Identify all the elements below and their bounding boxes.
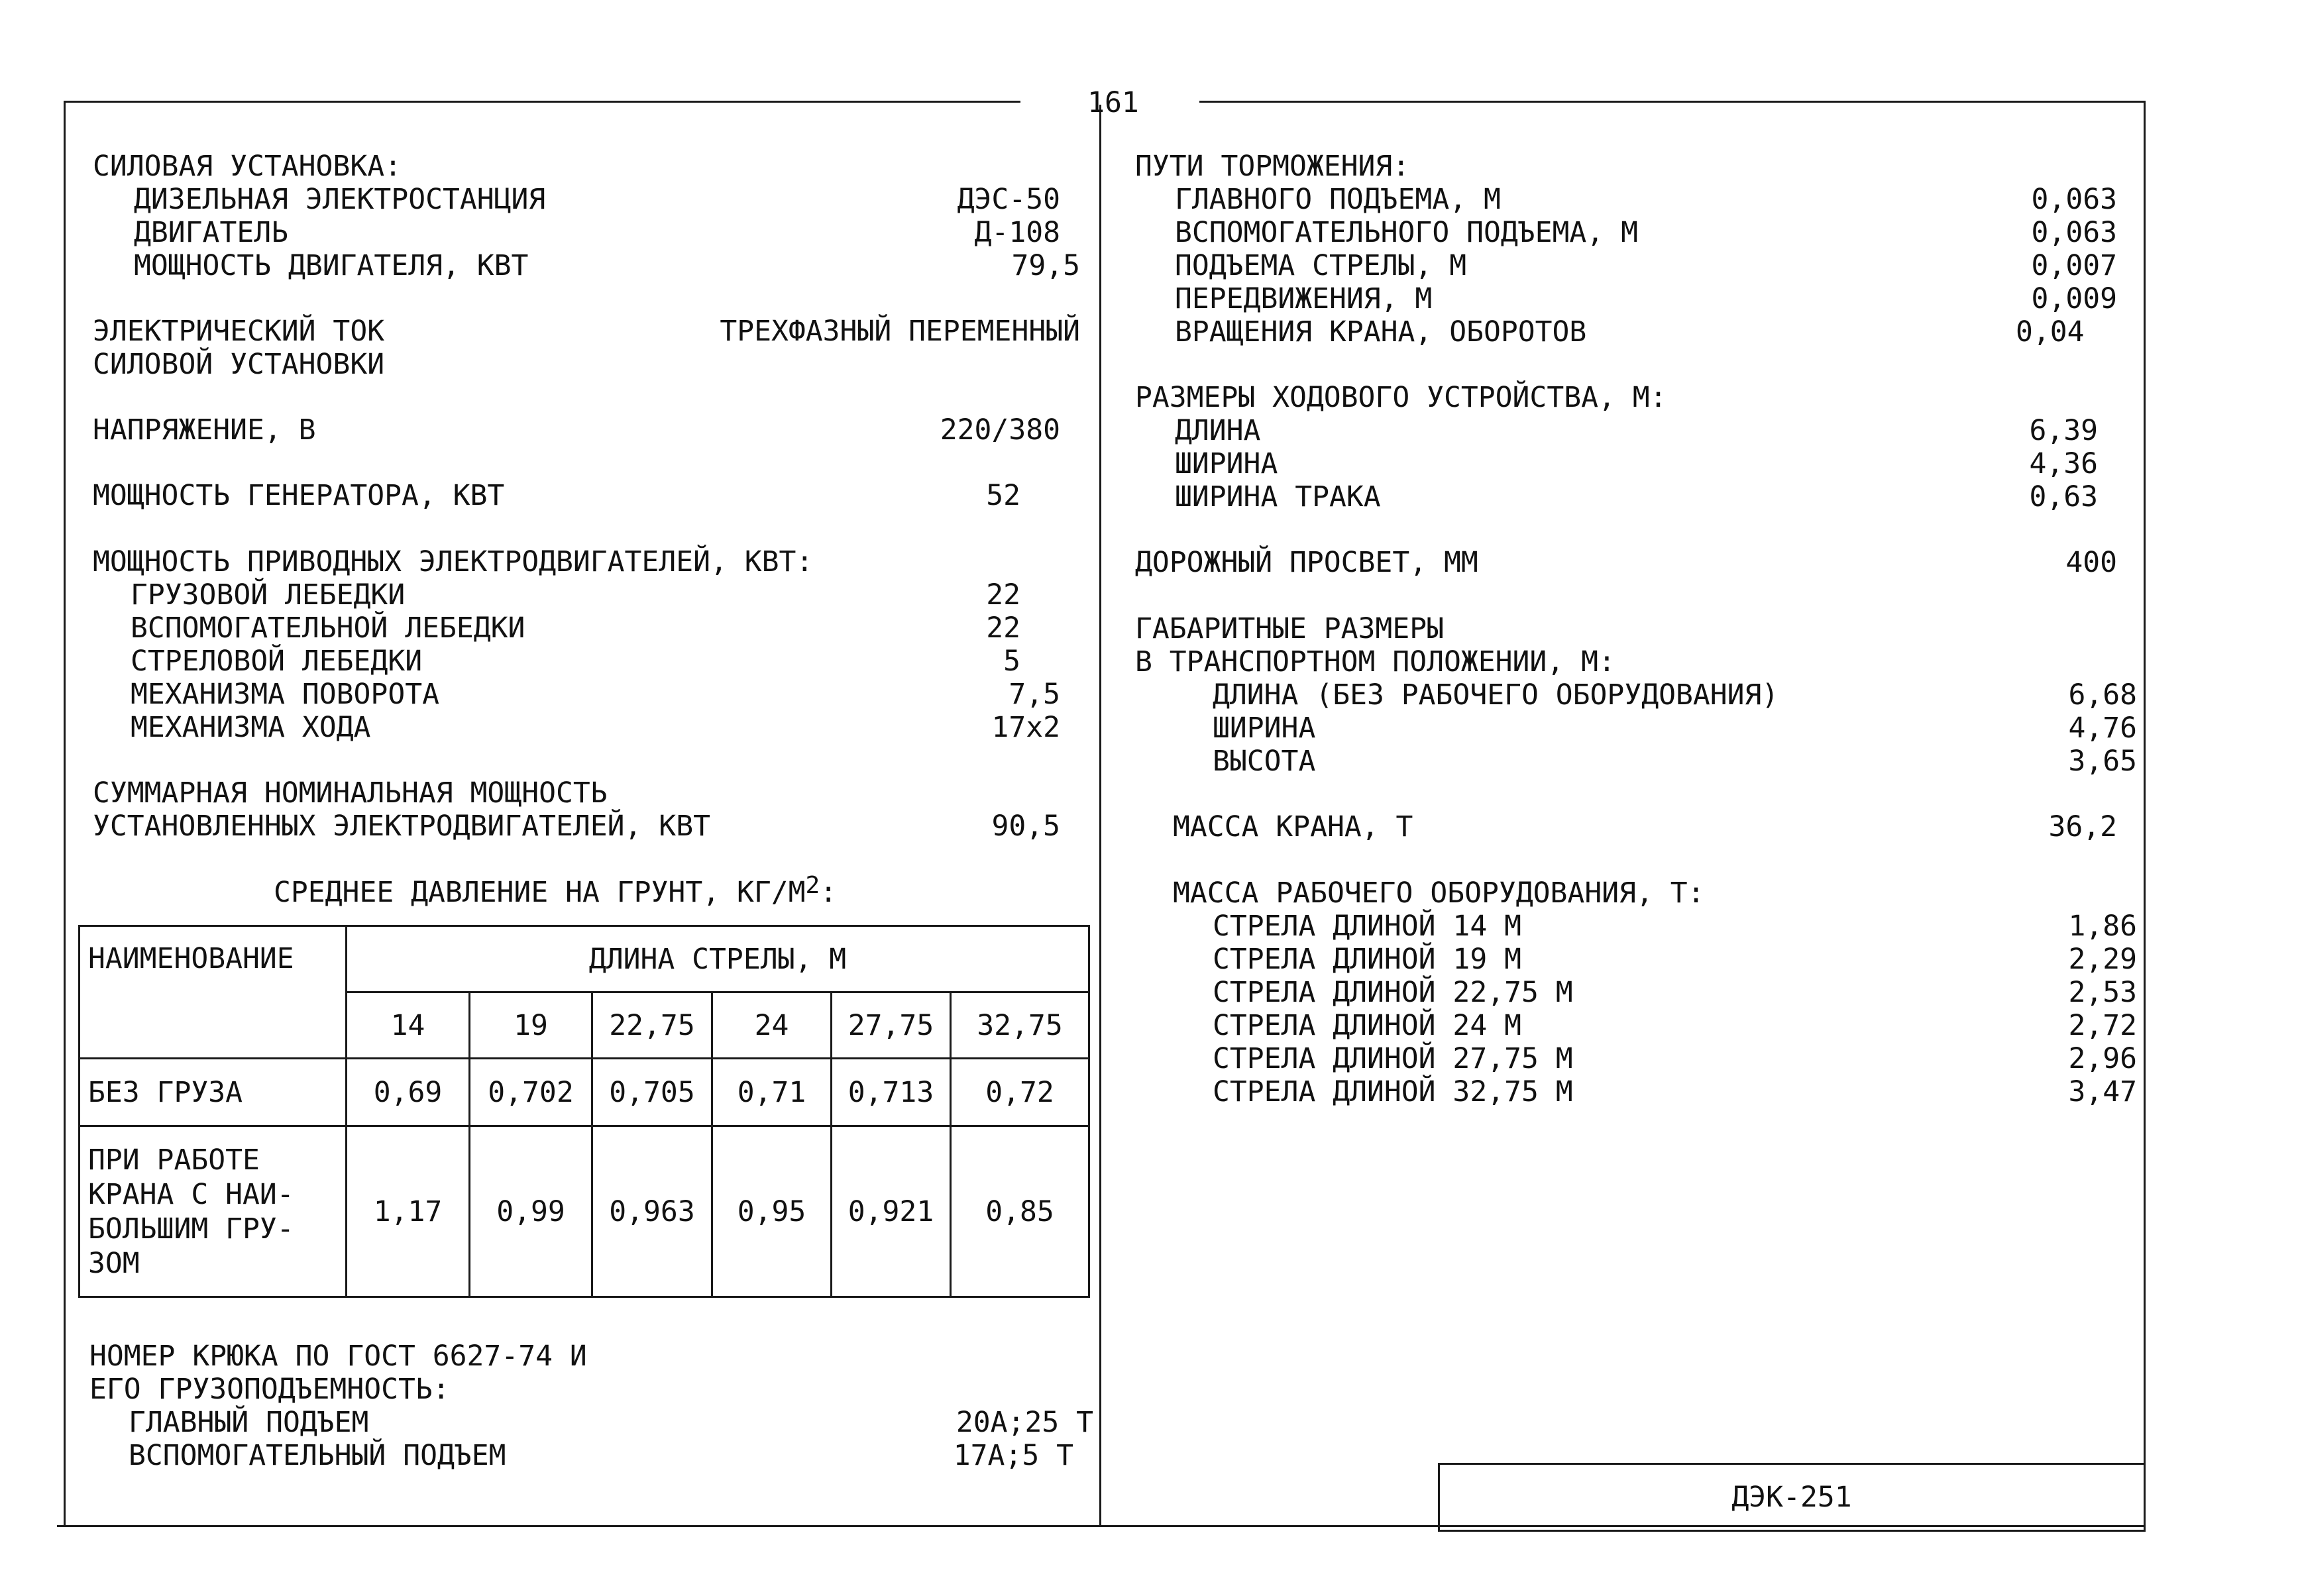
pressure-title [274, 872, 838, 909]
equipment-row-value: 1,86 [2068, 910, 2137, 943]
page-number: 161 [1087, 86, 1139, 119]
column-header: 24 [712, 992, 832, 1059]
equipment-row-label: СТРЕЛА ДЛИНОЙ 14 М [1213, 910, 1521, 943]
table-cell: 0,85 [951, 1126, 1089, 1297]
power-row-label: ДВИГАТЕЛЬ [134, 216, 288, 249]
braking-row-value: 0,063 [2031, 216, 2117, 249]
undercarriage-title: РАЗМЕРЫ ХОДОВОГО УСТРОЙСТВА, М: [1135, 381, 1667, 414]
equipment-row-value: 2,72 [2068, 1009, 2137, 1042]
pressure-table [78, 925, 1090, 1298]
current-label-2: СИЛОВОЙ УСТАНОВКИ [93, 348, 385, 381]
column-header: 19 [470, 992, 592, 1059]
clearance-label: ДОРОЖНЫЙ ПРОСВЕТ, ММ [1135, 546, 1478, 579]
row-name: БЕЗ ГРУЗА [80, 1059, 347, 1126]
equipment-row-value: 3,47 [2068, 1075, 2137, 1108]
dimensions-row-label: ДЛИНА (БЕЗ РАБОЧЕГО ОБОРУДОВАНИЯ) [1213, 678, 1779, 712]
row-name-line: КРАНА С НАИ- [88, 1177, 294, 1211]
motor-row-label: ГРУЗОВОЙ ЛЕБЕДКИ [131, 578, 406, 612]
frame-right [2144, 101, 2146, 1525]
column-header: 27,75 [832, 992, 951, 1059]
motor-row-label: МЕХАНИЗМА ПОВОРОТА [131, 678, 439, 711]
table-cell: 0,72 [951, 1059, 1089, 1126]
table-cell: 0,69 [347, 1059, 470, 1126]
equipment-row-label: СТРЕЛА ДЛИНОЙ 27,75 М [1213, 1042, 1573, 1075]
hook-title-2: ЕГО ГРУЗОПОДЪЕМНОСТЬ: [89, 1373, 450, 1406]
motor-row-value: 7,5 [1009, 678, 1060, 711]
table-cell: 0,705 [592, 1059, 712, 1126]
braking-row-value: 0,007 [2031, 249, 2117, 282]
pressure-title-suffix: : [820, 876, 838, 909]
frame-top-left [64, 101, 1020, 103]
power-row-label: МОЩНОСТЬ ДВИГАТЕЛЯ, КВТ [134, 249, 529, 282]
braking-row-value: 0,009 [2031, 282, 2117, 315]
motor-row-label: СТРЕЛОВОЙ ЛЕБЕДКИ [131, 645, 423, 678]
table-row [80, 1059, 1089, 1126]
motor-row-label: ВСПОМОГАТЕЛЬНОЙ ЛЕБЕДКИ [131, 612, 525, 645]
table-cell: 0,921 [832, 1126, 951, 1297]
equipment-row-label: СТРЕЛА ДЛИНОЙ 19 М [1213, 943, 1521, 976]
table-cell: 0,71 [712, 1059, 832, 1126]
braking-row-label: ПОДЪЕМА СТРЕЛЫ, М [1175, 249, 1467, 282]
column-header: 14 [347, 992, 470, 1059]
dimensions-row-label: ШИРИНА [1213, 712, 1316, 745]
voltage-label: НАПРЯЖЕНИЕ, В [93, 413, 316, 447]
column-header: 22,75 [592, 992, 712, 1059]
document-code: ДЭК-251 [1731, 1481, 1852, 1514]
power-row-value: ДЭС-50 [957, 183, 1060, 216]
undercarriage-row-value: 0,63 [2029, 480, 2098, 513]
voltage-value: 220/380 [940, 413, 1060, 447]
braking-row-value: 0,04 [2016, 315, 2085, 348]
mass-label: МАССА КРАНА, Т [1173, 810, 1413, 843]
row-name-line: ЗОМ [88, 1246, 140, 1280]
power-plant-title: СИЛОВАЯ УСТАНОВКА: [93, 150, 402, 183]
clearance-value: 400 [2065, 546, 2117, 579]
dimensions-title: ГАБАРИТНЫЕ РАЗМЕРЫ [1135, 612, 1444, 645]
row-name-line: ПРИ РАБОТЕ [88, 1143, 260, 1177]
equipment-row-value: 2,96 [2068, 1042, 2137, 1075]
mass-value: 36,2 [2048, 810, 2117, 843]
power-row-value: 79,5 [1011, 249, 1080, 282]
undercarriage-row-label: ШИРИНА ТРАКА [1175, 480, 1381, 513]
total-power-label-2: УСТАНОВЛЕННЫХ ЭЛЕКТРОДВИГАТЕЛЕЙ, КВТ [93, 810, 710, 843]
motor-row-value: 17x2 [991, 711, 1060, 744]
power-row-label: ДИЗЕЛЬНАЯ ЭЛЕКТРОСТАНЦИЯ [134, 183, 546, 216]
hook-row-label: ГЛАВНЫЙ ПОДЪЕМ [129, 1406, 369, 1439]
motor-row-value: 22 [986, 612, 1020, 645]
motor-row-value: 5 [1003, 645, 1020, 678]
pressure-title-text: СРЕДНЕЕ ДАВЛЕНИЕ НА ГРУНТ, КГ/М [274, 876, 806, 909]
equipment-title: МАССА РАБОЧЕГО ОБОРУДОВАНИЯ, Т: [1173, 877, 1705, 910]
undercarriage-row-value: 4,36 [2029, 447, 2098, 480]
hook-title: НОМЕР КРЮКА ПО ГОСТ 6627-74 И [89, 1340, 587, 1373]
power-row-value: Д-108 [974, 216, 1060, 249]
braking-row-value: 0,063 [2031, 183, 2117, 216]
header-group: ДЛИНА СТРЕЛЫ, М [347, 926, 1089, 992]
equipment-row-label: СТРЕЛА ДЛИНОЙ 22,75 М [1213, 976, 1573, 1009]
header-name-text: НАИМЕНОВАНИЕ [88, 942, 294, 975]
hook-row-label: ВСПОМОГАТЕЛЬНЫЙ ПОДЪЕМ [129, 1439, 506, 1472]
equipment-row-value: 2,53 [2068, 976, 2137, 1009]
equipment-row-label: СТРЕЛА ДЛИНОЙ 24 М [1213, 1009, 1521, 1042]
braking-row-label: ВРАЩЕНИЯ КРАНА, ОБОРОТОВ [1175, 315, 1587, 348]
current-value: ТРЕХФАЗНЫЙ ПЕРЕМЕННЫЙ [720, 315, 1080, 348]
frame-top-right [1199, 101, 2146, 103]
generator-label: МОЩНОСТЬ ГЕНЕРАТОРА, КВТ [93, 479, 505, 512]
row-name-line: БОЛЬШИМ ГРУ- [88, 1212, 294, 1246]
equipment-row-label: СТРЕЛА ДЛИНОЙ 32,75 М [1213, 1075, 1573, 1108]
undercarriage-row-label: ШИРИНА [1175, 447, 1278, 480]
table-cell: 1,17 [347, 1126, 470, 1297]
dimensions-title-2: В ТРАНСПОРТНОМ ПОЛОЖЕНИИ, М: [1135, 645, 1615, 678]
pressure-title-sup: 2 [805, 872, 820, 899]
table-cell: 0,99 [470, 1126, 592, 1297]
column-divider [1099, 105, 1101, 1527]
dimensions-row-label: ВЫСОТА [1213, 745, 1316, 778]
braking-row-label: ВСПОМОГАТЕЛЬНОГО ПОДЪЕМА, М [1175, 216, 1638, 249]
header-name [80, 926, 347, 1059]
total-power-value: 90,5 [991, 810, 1060, 843]
row-name [80, 1126, 347, 1297]
column-header: 32,75 [951, 992, 1089, 1059]
total-power-label: СУММАРНАЯ НОМИНАЛЬНАЯ МОЩНОСТЬ [93, 776, 608, 810]
current-label: ЭЛЕКТРИЧЕСКИЙ ТОК [93, 315, 385, 348]
frame-left [64, 101, 66, 1525]
undercarriage-row-value: 6,39 [2029, 414, 2098, 447]
title-block [1438, 1463, 2146, 1532]
table-cell: 0,95 [712, 1126, 832, 1297]
braking-title: ПУТИ ТОРМОЖЕНИЯ: [1135, 150, 1410, 183]
generator-value: 52 [986, 479, 1020, 512]
braking-row-label: ГЛАВНОГО ПОДЪЕМА, М [1175, 183, 1501, 216]
dimensions-row-value: 3,65 [2068, 745, 2137, 778]
hook-row-value: 20А;25 Т [956, 1406, 1093, 1439]
motors-title: МОЩНОСТЬ ПРИВОДНЫХ ЭЛЕКТРОДВИГАТЕЛЕЙ, КВТ: [93, 545, 814, 578]
dimensions-row-value: 4,76 [2068, 712, 2137, 745]
table-cell: 0,702 [470, 1059, 592, 1126]
table-row [80, 1126, 1089, 1297]
motor-row-label: МЕХАНИЗМА ХОДА [131, 711, 371, 744]
dimensions-row-value: 6,68 [2068, 678, 2137, 712]
undercarriage-row-label: ДЛИНА [1175, 414, 1261, 447]
equipment-row-value: 2,29 [2068, 943, 2137, 976]
braking-row-label: ПЕРЕДВИЖЕНИЯ, М [1175, 282, 1433, 315]
hook-row-value: 17А;5 Т [953, 1439, 1073, 1472]
table-cell: 0,963 [592, 1126, 712, 1297]
table-cell: 0,713 [832, 1059, 951, 1126]
motor-row-value: 22 [986, 578, 1020, 612]
